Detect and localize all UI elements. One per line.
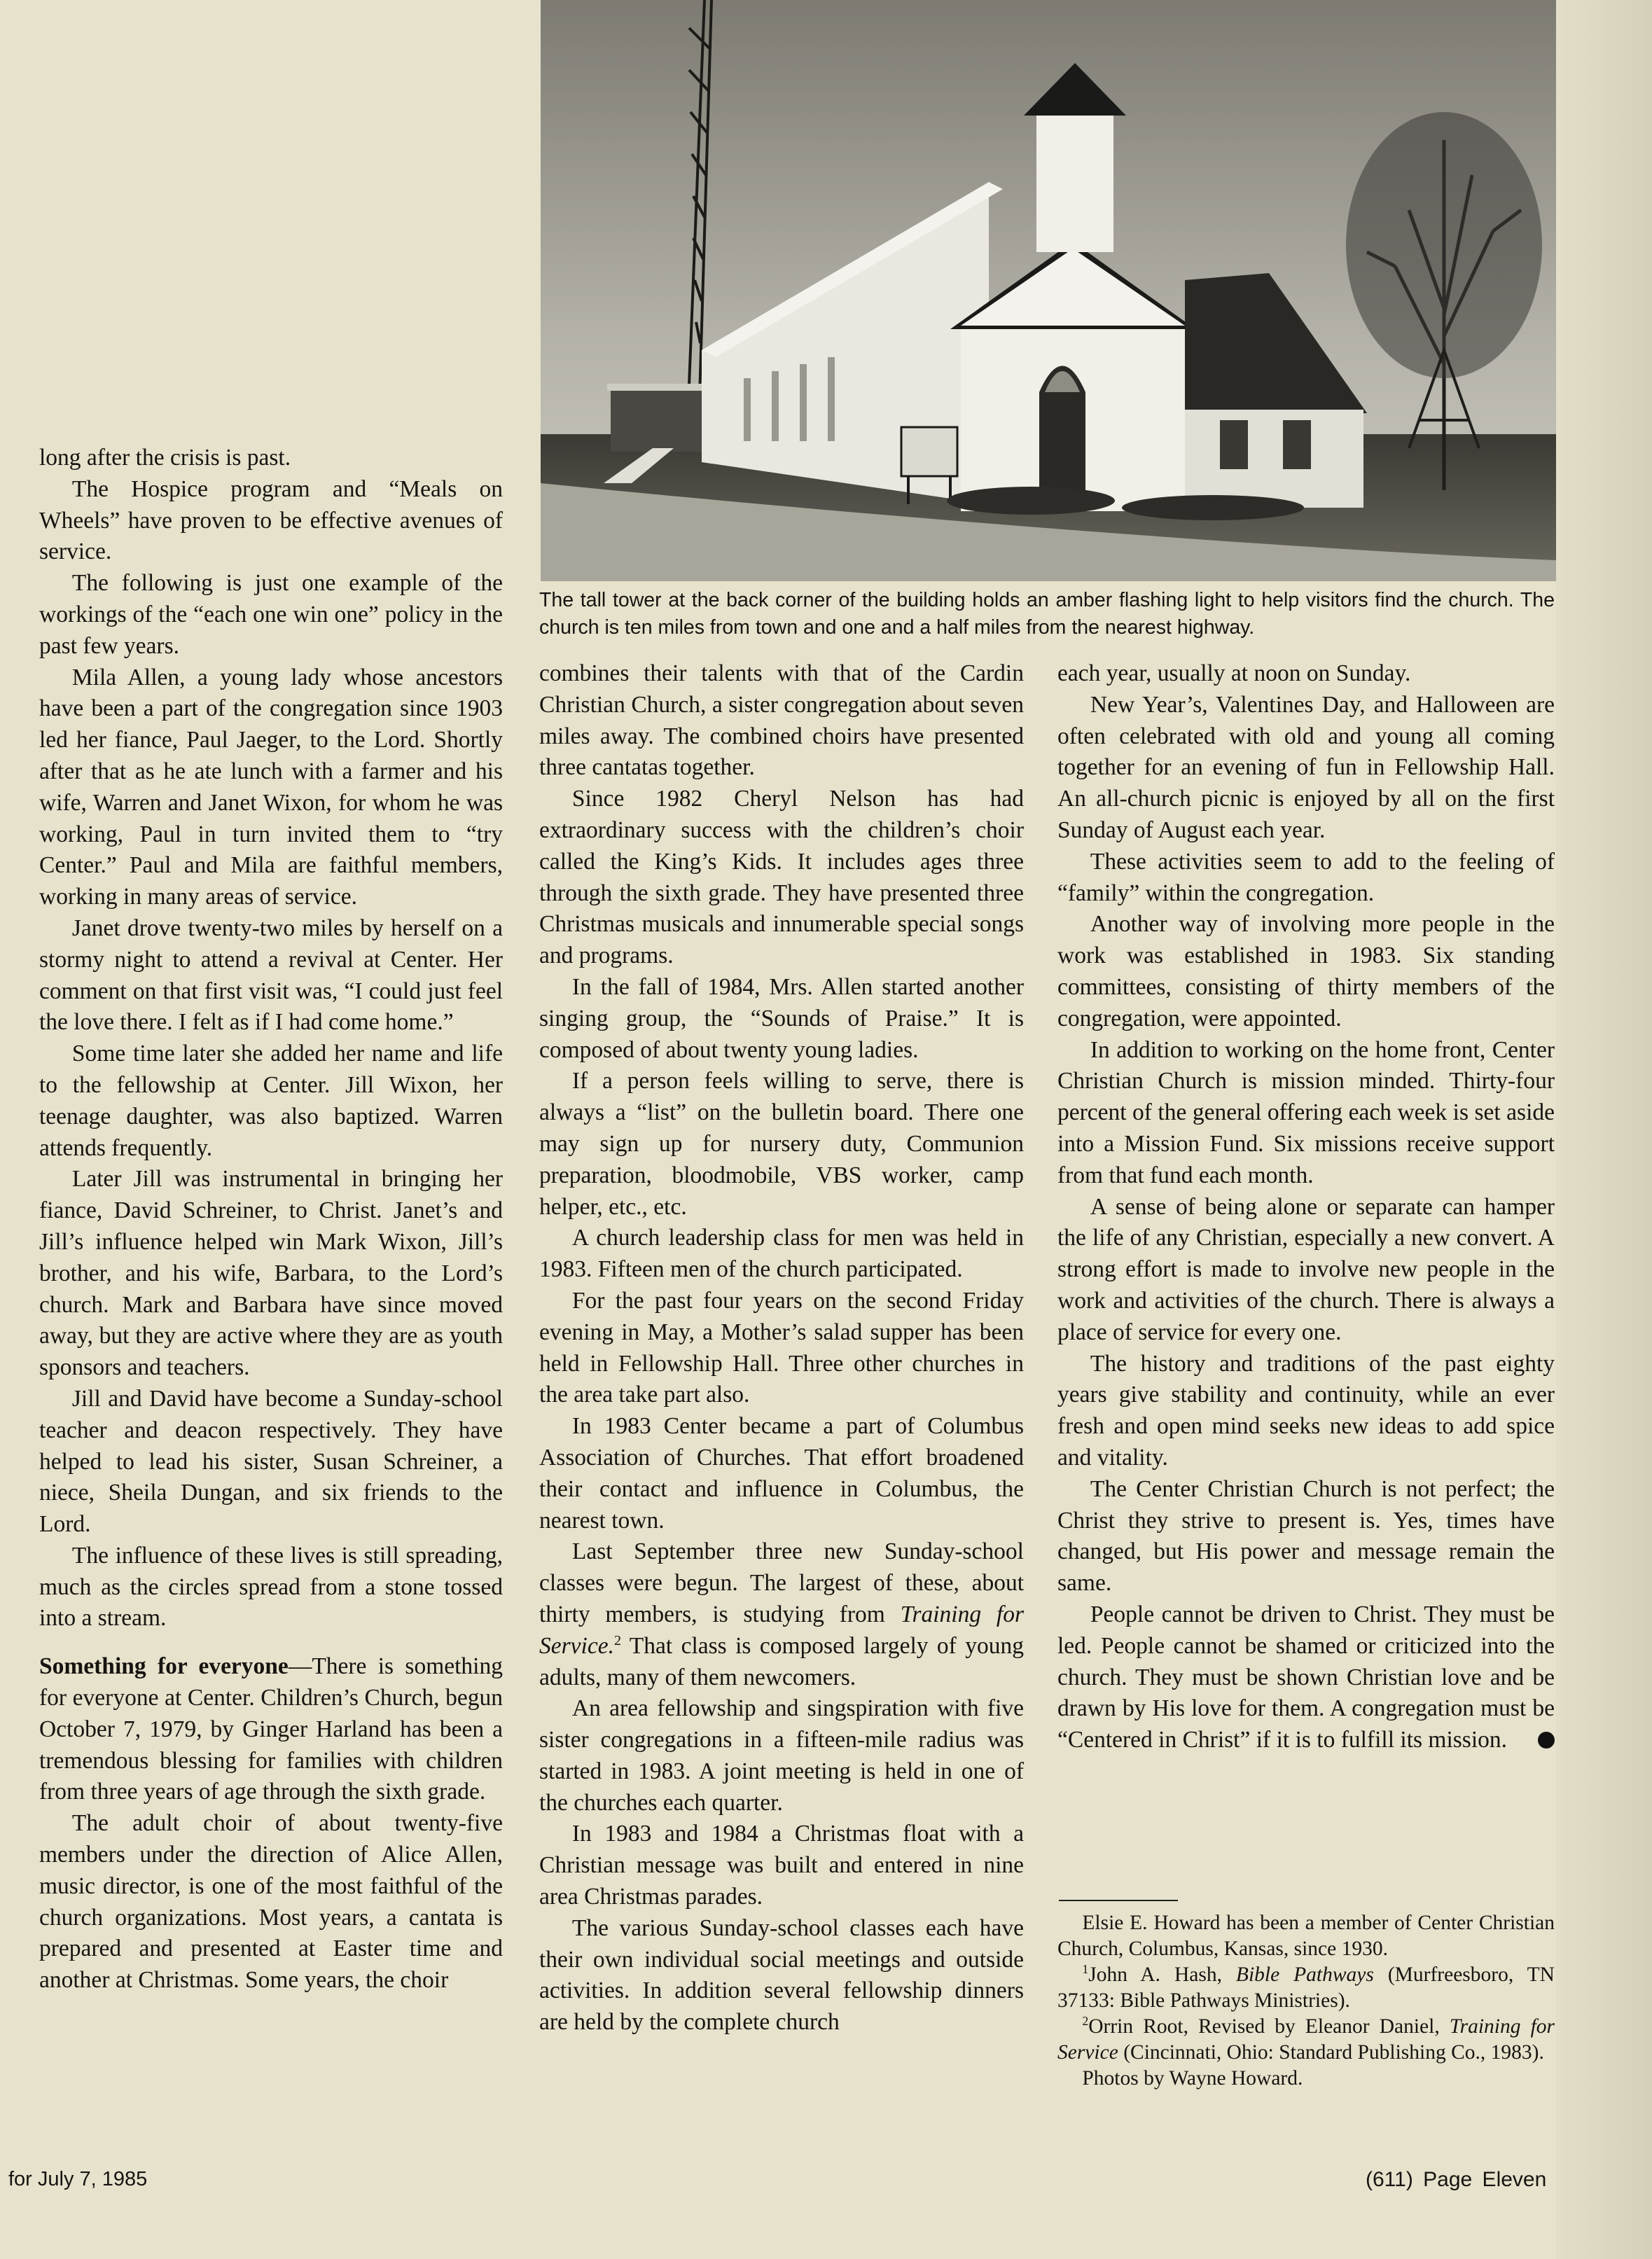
church-photo [541,0,1556,581]
end-of-article-bullet-icon [1538,1732,1555,1749]
text-run: Last September three new Sunday-school classes were begun. The largest of these, about thirty members, is studying from [539,1538,1024,1627]
footer-page [1366,2168,1546,2192]
paragraph: Another way of involving more people in the work was established in 1983. Six standing committees, consisting of thirty members of the congregation, were appointed. [1057,911,1555,1031]
paragraph: The Hospice program and “Meals on Wheels” have proven to be effective avenues of service. [39,475,503,565]
section-lead-paragraph [39,1651,503,1808]
training-paragraph [539,1536,1024,1693]
footnotes [1057,1910,1555,2092]
page-number: (611) [1366,2168,1413,2191]
author-bio: Elsie E. Howard has been a member of Center Christian Church, Columbus, Kansas, since 1930. [1057,1912,1555,1960]
paragraph: Mila Allen, a young lady whose ancestors have been a part of the congregation since 1903 led her fiance, Paul Jaeger, to the Lord. Shortly after that as he ate lunch with a farmer and his wife, Warren and Janet Wixon, for whom he was working, Paul in turn invited them to “try Center.” Paul and Mila are faithful members, working in many areas of service. [39,664,503,910]
paragraph: The various Sunday-school classes each have their own individual social meetings and outside activities. In addition several fellowship dinners are held by the complete church [539,1914,1024,2036]
paragraph: The adult choir of about twenty-five members under the direction of Alice Allen, music director, is one of the most faithful of the church organizations. Most years, a cantata is prepared and presented at Easter time and another at Christmas. Some years, the choir [39,1810,503,1994]
paragraph: Since 1982 Cheryl Nelson has had extraordinary success with the children’s choir called the King’s Kids. It includes ages three through the sixth grade. They have presented three Christmas musicals and innumerable special songs and programs. [539,786,1024,969]
paragraph: Janet drove twenty-two miles by herself on a stormy night to attend a revival at Center. Her comment on that first visit was, “I could just feel the love there. I felt as if I had come home.” [39,915,503,1036]
paragraph: Some time later she added her name and life to the fellowship at Center. Jill Wixon, her teenage daughter, was also baptized. Warren attends frequently. [39,1041,503,1161]
column-3 [1057,658,1555,1756]
paragraph: In addition to working on the home front, Center Christian Church is mission minded. Thirty-four percent of the general offering each week is set aside into a Mission Fund. Six missions receive support from that fund each month. [1057,1036,1555,1188]
photo-credit: Photos by Wayne Howard. [1082,2067,1303,2090]
paragraph: In 1983 and 1984 a Christmas float with a Christian message was built and entered in nine area Christmas parades. [539,1821,1024,1910]
footnote-mark: 2 [613,1632,621,1648]
paragraph: A sense of being alone or separate can hamper the life of any Christian, especially a new convert. A strong effort is made to involve new people in the work and activities of the church. There is always a place of service for every one. [1057,1193,1555,1345]
closing-paragraph [1057,1599,1555,1756]
book-title: Training for Service. [539,1601,1024,1659]
section-heading: Something for everyone [39,1653,289,1680]
paragraph: A church leadership class for men was held in 1983. Fifteen men of the church participated. [539,1225,1024,1283]
page-edge [1556,0,1652,2259]
paragraph: New Year’s, Valentines Day, and Halloween are often celebrated with old and young all coming together for an evening of fun in Fellowship Hall. An all-church picnic is enjoyed by all on the first Sunday of August each year. [1057,691,1555,843]
paragraph: each year, usually at noon on Sunday. [1057,660,1411,686]
paragraph: If a person feels willing to serve, there is always a “list” on the bulletin board. There one may sign up for nursery duty, Communion preparation, bloodmobile, VBS worker, camp helper, etc., etc. [539,1068,1024,1220]
text-run: People cannot be driven to Christ. They must be led. People cannot be shamed or criticized into the church. They must be shown Christian love and be drawn by His love for them. A congregation must be “Centered in Christ” if it is to fulfill its mission. [1057,1601,1555,1753]
footnote-1 [1057,1962,1555,2014]
paragraph: long after the crisis is past. [39,445,291,471]
column-2 [539,658,1024,2038]
text-run: Orrin Root, Revised by Eleanor Daniel, [1088,2015,1450,2038]
section-lead-text: —There is something for everyone at Center. Children’s Church, begun October 7, 1979, by Ginger Harland has been a tremendous blessing for families with children from three years of age through the sixth grade. [39,1653,503,1805]
paragraph: The influence of these lives is still spreading, much as the circles spread from a stone tossed into a stream. [39,1542,503,1632]
paragraph: For the past four years on the second Friday evening in May, a Mother’s salad supper has been held in Fellowship Hall. Three other churches in the area take part also. [539,1287,1024,1408]
footnote-mark: 2 [1082,2014,1089,2029]
footer-date: for July 7, 1985 [8,2168,148,2190]
text-run: That class is composed largely of young adults, many of them newcomers. [539,1632,1024,1690]
paragraph: Later Jill was instrumental in bringing her fiance, David Schreiner, to Christ. Janet’s and Jill’s influence helped win Mark Wixon, Jill’s brother, and his wife, Barbara, to the Lord’s church. Mark and Barbara have since moved away, but they are active where they are as youth sponsors and teachers. [39,1166,503,1381]
paragraph: Jill and David have become a Sunday-school teacher and deacon respectively. They have helped to lead his sister, Susan Schreiner, a niece, Sheila Dungan, and six friends to the Lord. [39,1385,503,1538]
page-label: Page Eleven [1423,2168,1547,2191]
footnote-2 [1057,2014,1555,2066]
text-run: (Cincinnati, Ohio: Standard Publishing Co., 1983). [1118,2041,1544,2064]
footnote-mark: 1 [1082,1962,1089,1977]
paragraph: In 1983 Center became a part of Columbus Association of Churches. That effort broadened their contact and influence in Columbus, the nearest town. [539,1413,1024,1534]
paragraph: An area fellowship and singspiration with five sister congregations in a fifteen-mile radius was started in 1983. A joint meeting is held in one of the churches each quarter. [539,1695,1024,1816]
text-run: (Murfreesboro, TN 37133: Bible Pathways Ministries). [1057,1963,1555,2012]
paragraph: These activities seem to add to the feeling of “family” within the congregation. [1057,848,1555,906]
footnote-rule [1059,1900,1178,1901]
paragraph: The history and traditions of the past eighty years give stability and continuity, while an ever fresh and open mind seeks new ideas to add spice and vitality. [1057,1350,1555,1471]
column-1 [39,443,503,1996]
paragraph: The Center Christian Church is not perfect; the Christ they strive to present is. Yes, times have changed, but His power and message remain the same. [1057,1475,1555,1597]
book-title: Bible Pathways [1235,1963,1374,1986]
text-run: John A. Hash, [1088,1963,1236,1986]
paragraph: In the fall of 1984, Mrs. Allen started another singing group, the “Sounds of Praise.” It is composed of about twenty young ladies. [539,973,1024,1063]
paragraph: combines their talents with that of the Cardin Christian Church, a sister congregation about seven miles away. The combined choirs have presented three cantatas together. [539,660,1024,781]
photo-caption: The tall tower at the back corner of the building holds an amber flashing light to help visitors find the church. The church is ten miles from town and one and a half miles from the nearest highway. [539,589,1555,639]
paragraph: The following is just one example of the workings of the “each one win one” policy in the past few years. [39,570,503,659]
book-title: Training for Service [1057,2015,1555,2064]
